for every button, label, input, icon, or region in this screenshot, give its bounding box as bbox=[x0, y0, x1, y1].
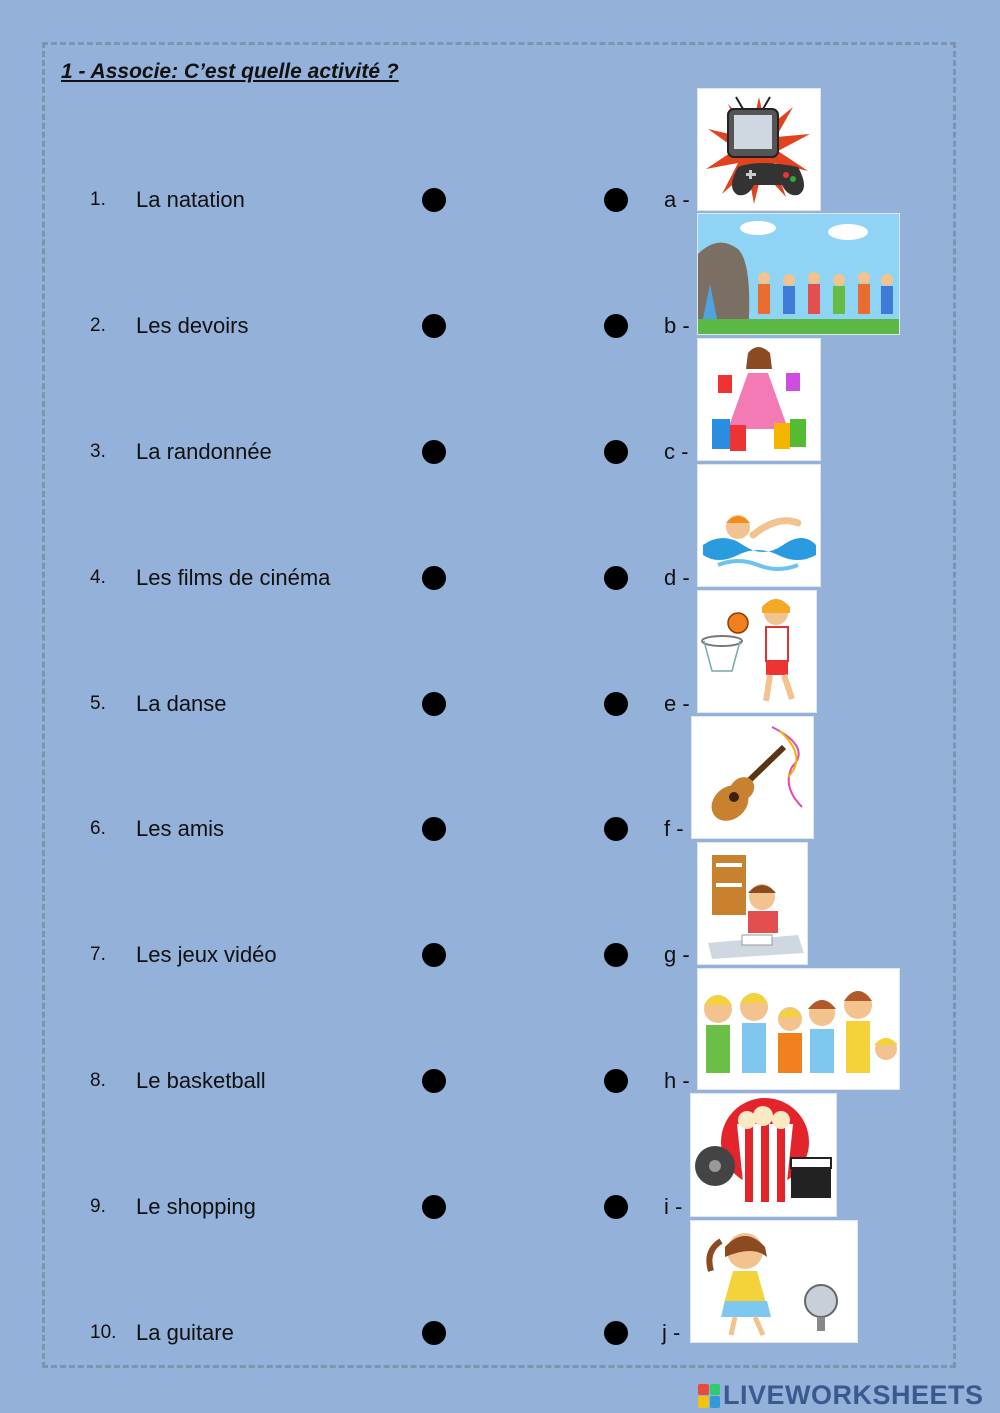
item-letter: j - bbox=[662, 1320, 681, 1345]
item-number: 2. bbox=[90, 315, 106, 336]
item-number: 4. bbox=[90, 567, 106, 588]
item-label: La danse bbox=[136, 691, 227, 716]
homework-picture bbox=[697, 842, 808, 965]
item-letter: e - bbox=[664, 691, 690, 716]
cinema-picture bbox=[690, 1093, 837, 1217]
item-label: Les devoirs bbox=[136, 313, 249, 338]
item-number: 5. bbox=[90, 693, 106, 714]
left-connector-dot[interactable] bbox=[422, 314, 446, 338]
item-number: 10. bbox=[90, 1322, 117, 1343]
left-connector-dot[interactable] bbox=[422, 1195, 446, 1219]
item-letter: c - bbox=[664, 439, 689, 464]
item-letter: h - bbox=[664, 1068, 690, 1093]
shopping-picture bbox=[697, 338, 821, 461]
guitar-picture bbox=[691, 716, 814, 839]
left-connector-dot[interactable] bbox=[422, 943, 446, 967]
item-label: La randonnée bbox=[136, 439, 272, 464]
video-games-picture bbox=[697, 88, 821, 211]
right-connector-dot[interactable] bbox=[604, 440, 628, 464]
right-connector-dot[interactable] bbox=[604, 188, 628, 212]
item-letter: a - bbox=[664, 187, 690, 212]
friends-picture bbox=[697, 968, 900, 1090]
item-label: Les amis bbox=[136, 816, 225, 841]
right-connector-dot[interactable] bbox=[604, 817, 628, 841]
right-connector-dot[interactable] bbox=[604, 1195, 628, 1219]
left-connector-dot[interactable] bbox=[422, 692, 446, 716]
item-label: Le basketball bbox=[136, 1068, 266, 1093]
right-connector-dot[interactable] bbox=[604, 566, 628, 590]
right-connector-dot[interactable] bbox=[604, 1321, 628, 1345]
liveworksheets-logo bbox=[698, 1380, 984, 1411]
swimming-picture bbox=[697, 464, 821, 587]
item-number: 7. bbox=[90, 944, 106, 965]
hiking-picture bbox=[697, 213, 900, 335]
logo-text: LIVEWORKSHEETS bbox=[723, 1380, 984, 1410]
item-letter: i - bbox=[664, 1194, 683, 1219]
item-number: 9. bbox=[90, 1196, 106, 1217]
right-connector-dot[interactable] bbox=[604, 1069, 628, 1093]
left-connector-dot[interactable] bbox=[422, 1321, 446, 1345]
left-connector-dot[interactable] bbox=[422, 440, 446, 464]
item-letter: d - bbox=[664, 565, 690, 590]
right-connector-dot[interactable] bbox=[604, 943, 628, 967]
item-number: 6. bbox=[90, 818, 106, 839]
left-connector-dot[interactable] bbox=[422, 188, 446, 212]
basketball-picture bbox=[697, 590, 817, 713]
item-label: La natation bbox=[136, 187, 245, 212]
item-letter: b - bbox=[664, 313, 690, 338]
dance-picture bbox=[690, 1220, 858, 1343]
left-connector-dot[interactable] bbox=[422, 566, 446, 590]
right-connector-dot[interactable] bbox=[604, 692, 628, 716]
left-connector-dot[interactable] bbox=[422, 817, 446, 841]
item-number: 3. bbox=[90, 441, 106, 462]
logo-mark-icon bbox=[698, 1384, 720, 1408]
right-connector-dot[interactable] bbox=[604, 314, 628, 338]
item-number: 8. bbox=[90, 1070, 106, 1091]
item-label: La guitare bbox=[136, 1320, 234, 1345]
item-label: Le shopping bbox=[136, 1194, 256, 1219]
item-letter: f - bbox=[664, 816, 684, 841]
item-label: Les films de cinéma bbox=[136, 565, 331, 590]
exercise-title: 1 - Associe: C’est quelle activité ? bbox=[61, 60, 399, 83]
item-number: 1. bbox=[90, 189, 106, 210]
item-label: Les jeux vidéo bbox=[136, 942, 277, 967]
left-connector-dot[interactable] bbox=[422, 1069, 446, 1093]
item-letter: g - bbox=[664, 942, 690, 967]
